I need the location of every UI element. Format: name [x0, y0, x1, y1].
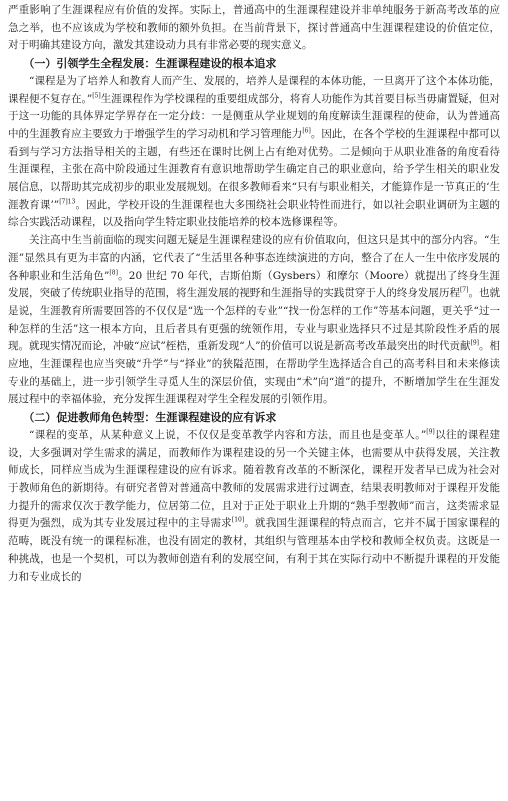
text-run: （一）引领学生全程发展：生涯课程建设的根本追求: [23, 57, 277, 71]
text-run: 严重影响了生涯课程应有价值的发挥。实际上，普通高中的生涯课程建设并非单纯服务于新高考改革的应急之举，也不应该成为学校和教师的额外负担。在当前背景下，探讨普通高中生涯课程建设的价值定位，对于明确其建设方向，激发其建设动力具有非常必要的现实意义。: [8, 4, 500, 52]
citation-marker: [5]: [92, 92, 101, 100]
text-run: 。20 世纪 70 年代，吉斯伯斯（Gysbers）和摩尔（Moore）就提出了终身生涯发展，突破了传统职业指导的范围，将生涯发展的视野和生涯指导的实践贯穿于人的终身发展历程: [8, 269, 500, 300]
body-paragraph: [8, 2, 500, 55]
text-run: “课程是为了培养人和教育人而产生、发展的，培养人是课程的本体功能，一旦离开了这个本体功能，课程便不复存在。”: [8, 74, 500, 105]
citation-marker: [10]: [231, 516, 245, 524]
text-run: 。因此，学校开设的生涯课程也大多围绕社会职业特性而进行，如以社会职业调研为主题的综合实践活动课程，以及指向学生特定职业技能培养的校本选修课程等。: [8, 198, 500, 229]
text-run: 以往的课程建设，大多强调对学生需求的满足，而教师作为课程建设的另一个关键主体，也需要从中获得发展，关注教师成长，同样应当成为生涯课程建设的应有诉求。随着教育改革的不断深化，课程开发者早已成为社会对于教师角色的新期待。有研究者曾对普通高中教师的发展需求进行过调查，结果表明教师对于课程开发能力提升的需求仅次于教学能力，位居第二位，且对于正处于职业上升期的“熟手型教师”而言，这类需求显得更为强烈，成为其专业发展过程中的主导需求: [8, 428, 501, 530]
text-run: 关注高中生当前面临的现实问题无疑是生涯课程建设的应有价值取向，但这只是其中的部分内容。“生涯”显然具有更为丰富的内涵，它代表了“生活里各种事态连续演进的方向，整合了在人一生中依序发展的各种职业和生活角色”: [8, 234, 500, 282]
text-run: （二）促进教师角色转型：生涯课程建设的应有诉求: [23, 411, 277, 425]
citation-marker: [8]: [109, 269, 118, 277]
text-run: 。就我国生涯课程的特点而言，它并不属于国家课程的范畴，既没有统一的课程标准，也没有固定的教材，其组织与管理基本由学校和教师全权负责。这既是一种挑战，也是一个契机，可以为教师创造有利的发展空间，有利于其在实际行动中不断提升课程的开发能力和专业成长的: [8, 517, 501, 583]
article-body: [8, 2, 500, 586]
body-paragraph: [8, 427, 500, 586]
body-paragraph: [8, 232, 500, 409]
text-run: 。因此，在各个学校的生涯课程中都可以看到与学习方法指导相关的主题，有些还在课时比例上占有绝对优势。二是倾向于从职业准备的角度看待生涯课程，主张在高中阶段通过生涯教育有意识地帮助学生确定自己的职业意向，给予学生相关的职业发展信息，以帮助其完成初步的职业发展规划。在很多教师看来“只有与职业相关，才能算作是一节真正的‘生涯教育课’”: [8, 127, 501, 211]
citation-marker: [9]: [426, 428, 435, 436]
citation-marker: [7]13: [59, 198, 76, 206]
citation-marker: [9]: [470, 339, 479, 347]
text-run: 。也就是说，生涯教育所需要回答的不仅仅是“选一个怎样的专业”“找一份怎样的工作”等基本问题，更关乎“过一种怎样的生活”这一根本方向，且后者具有更强的统领作用，专业与职业选择只不过是其阶段性矛盾的展现。就现实情况而论，冲破“应试”桎梏，重新发现“人”的价值可以说是新高考改革最突出的时代贡献: [8, 287, 501, 353]
text-run: 生涯课程作为学校课程的重要组成部分，将育人功能作为其首要目标当毋庸置疑，但对于这一功能的具体界定学界存在一定分歧：一是侧重从学业规划的角度解读生涯课程的使命，认为普通高中的生涯教育应主要致力于增强学生的学习动机和学习管理能力: [8, 92, 500, 140]
text-run: “课程的变革，从某种意义上说，不仅仅是变革教学内容和方法，而且也是变革人。”: [29, 428, 427, 441]
section-heading: [8, 409, 500, 427]
section-heading: [8, 55, 500, 73]
text-run: 。相应地，生涯课程也应当突破“升学”与“择业”的狭隘范围，在帮助学生选择适合自己的高考科目和未来修读专业的基础上，进一步引领学生寻觅人生的深层价值，实现由“术”向“道”的提升，不断增加学生在生涯发展过程中的幸福体验，充分发挥生涯课程对学生全程发展的引领作用。: [8, 340, 501, 406]
body-paragraph: [8, 73, 500, 232]
citation-marker: [6]: [302, 127, 311, 135]
citation-marker: [7]: [459, 286, 469, 294]
